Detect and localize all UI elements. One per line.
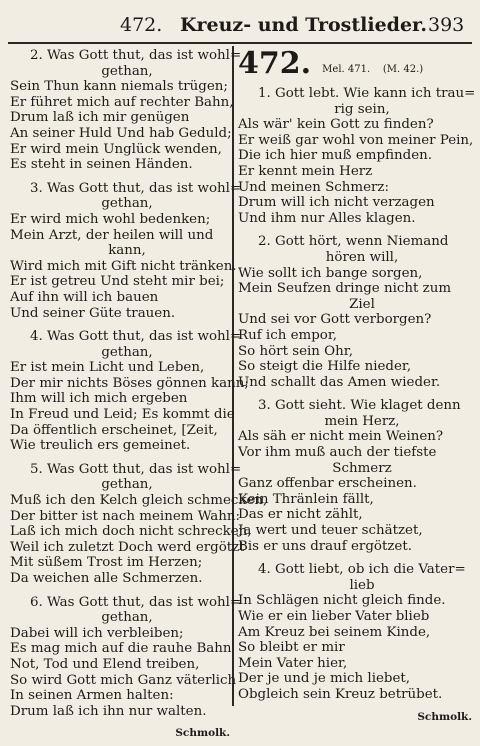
verse-line: 6. Was Gott thut, das ist wohl= bbox=[30, 594, 242, 610]
verse-line: lieb bbox=[349, 577, 375, 593]
verse-line: Drum laß ich ihn nur walten. bbox=[10, 703, 207, 719]
verse-line: 4. Was Gott thut, das ist wohl= bbox=[30, 329, 242, 345]
verse-line: Ganz offenbar erscheinen. bbox=[238, 476, 417, 492]
stanza bbox=[238, 234, 472, 390]
header-hymn-number: 472. bbox=[120, 14, 163, 36]
verse-line: Mein Arzt, der heilen will und bbox=[10, 227, 214, 243]
verse-line: 2. Gott hört, wenn Niemand bbox=[258, 234, 449, 250]
verse-line: Wird mich mit Gift nicht tränken. bbox=[10, 258, 237, 274]
melody-label: Mel. 471. bbox=[322, 64, 371, 75]
verse-line: 4. Gott liebt, ob ich die Vater= bbox=[258, 562, 466, 578]
verse-line: So bleibt er mir bbox=[238, 640, 345, 656]
verse-line: 5. Was Gott thut, das ist wohl= bbox=[30, 461, 242, 477]
verse-line: gethan, bbox=[101, 344, 153, 360]
verse-line: Er kennt mein Herz bbox=[238, 163, 373, 179]
verse-line: Als säh er nicht mein Weinen? bbox=[238, 429, 444, 445]
verse-line: Drum laß ich mir genügen bbox=[10, 110, 190, 126]
verse-line: Weil ich zuletzt Doch werd ergötzt bbox=[10, 539, 245, 555]
verse-line: gethan, bbox=[101, 610, 153, 626]
stanza bbox=[238, 562, 472, 702]
stanza bbox=[10, 48, 242, 173]
verse-line: Er wird mich wohl bedenken; bbox=[10, 211, 211, 227]
page-header bbox=[0, 0, 480, 40]
verse-line: In Freud und Leid; Es kommt die bbox=[10, 407, 235, 423]
verse-line: Ja wert und teuer schätzet, bbox=[238, 523, 423, 539]
verse-line: Ziel bbox=[349, 296, 375, 312]
stanza bbox=[10, 180, 242, 321]
verse-line: Mit süßem Trost im Herzen; bbox=[10, 555, 203, 571]
verse-line: 2. Was Gott thut, das ist wohl= bbox=[30, 48, 242, 63]
stanza bbox=[10, 329, 249, 454]
verse-line: Obgleich sein Kreuz betrübet. bbox=[238, 686, 443, 702]
hymn-heading bbox=[238, 48, 472, 84]
verse-line: Er ist getreu Und steht mir bei; bbox=[10, 274, 225, 290]
verse-line: Und sei vor Gott verborgen? bbox=[238, 312, 432, 328]
verse-line: Wie er ein lieber Vater blieb bbox=[238, 609, 430, 624]
verse-line: So hört sein Ohr, bbox=[238, 343, 353, 359]
verse-line: Es steht in seinen Händen. bbox=[10, 157, 193, 173]
verse-line: Wie sollt ich bange sorgen, bbox=[238, 265, 423, 281]
verse-line: In Schlägen nicht gleich finde. bbox=[238, 593, 446, 609]
stanza-list bbox=[238, 86, 476, 723]
page-number: 393 bbox=[428, 14, 465, 36]
verse-line: Bis er uns drauf ergötzet. bbox=[238, 538, 412, 554]
verse-line: Er wird mein Unglück wenden, bbox=[10, 141, 222, 157]
verse-line: Die ich hier muß empfinden. bbox=[238, 148, 433, 164]
verse-line: In seinen Armen halten: bbox=[10, 688, 174, 704]
verse-line: So wird Gott mich Ganz väterlich bbox=[10, 672, 237, 688]
hymn-number: 472. bbox=[238, 46, 312, 81]
verse-line: Ihm will ich mich ergeben bbox=[10, 391, 188, 407]
verse-line: Als wär' kein Gott zu finden? bbox=[238, 117, 434, 133]
verse-line: Und seiner Güte trauen. bbox=[10, 305, 176, 321]
verse-line: Es mag mich auf die rauhe Bahn bbox=[10, 641, 232, 657]
verse-line: gethan, bbox=[101, 196, 153, 212]
verse-line: hören will, bbox=[325, 249, 399, 265]
verse-line: Auf ihn will ich bauen bbox=[10, 289, 159, 305]
verse-line: 3. Was Gott thut, das ist wohl= bbox=[30, 180, 242, 196]
verse-line: Drum will ich nicht verzagen bbox=[238, 195, 435, 211]
verse-line: 3. Gott sieht. Wie klaget denn bbox=[258, 398, 461, 414]
verse-line: Laß ich mich doch nicht schrecken, bbox=[10, 524, 252, 540]
verse-line: Mein Vater hier, bbox=[238, 655, 348, 671]
verse-line: gethan, bbox=[101, 477, 153, 493]
verse-line: gethan, bbox=[101, 63, 153, 79]
stanza bbox=[238, 86, 476, 226]
verse-line: So steigt die Hilfe nieder, bbox=[238, 359, 412, 375]
header-title: Kreuz- und Trostlieder. bbox=[180, 14, 427, 36]
header-rule bbox=[8, 42, 472, 44]
verse-line: Dabei will ich verbleiben; bbox=[10, 625, 184, 641]
verse-line: Wie treulich ers gemeinet. bbox=[10, 438, 191, 454]
verse-line: Mein Seufzen dringe nicht zum bbox=[238, 281, 452, 297]
verse-line: Muß ich den Kelch gleich schmecken, bbox=[10, 493, 268, 509]
verse-line: Kein Thränlein fällt, bbox=[238, 491, 374, 507]
verse-line: Der mir nichts Böses gönnen kann; bbox=[10, 375, 249, 391]
left-column bbox=[10, 48, 268, 740]
author-signature: Schmolk. bbox=[175, 727, 230, 740]
verse-line: Ruf ich empor, bbox=[238, 327, 338, 343]
right-column bbox=[238, 46, 476, 723]
verse-line: Da weichen alle Schmerzen. bbox=[10, 571, 203, 586]
melody-reference bbox=[322, 60, 423, 80]
verse-line: Das er nicht zählt, bbox=[238, 507, 363, 523]
verse-line: Er ist mein Licht und Leben, bbox=[10, 360, 205, 376]
verse-line: Und meinen Schmerz: bbox=[238, 179, 389, 195]
stanza bbox=[238, 398, 472, 554]
verse-line: Sein Thun kann niemals trügen; bbox=[10, 79, 228, 95]
verse-line: kann, bbox=[108, 243, 146, 259]
verse-line: Schmerz bbox=[332, 460, 392, 476]
verse-line: Und ihm nur Alles klagen. bbox=[238, 210, 416, 226]
verse-line: Er weiß gar wohl von meiner Pein, bbox=[238, 132, 474, 148]
verse-line: An seiner Huld Und hab Geduld; bbox=[10, 125, 232, 141]
verse-line: Und schallt das Amen wieder. bbox=[238, 374, 441, 390]
verse-line: Er führet mich auf rechter Bahn, bbox=[10, 94, 234, 110]
verse-line: Der je und je mich liebet, bbox=[238, 671, 411, 687]
verse-line: Vor ihm muß auch der tiefste bbox=[238, 445, 437, 461]
author-signature: Schmolk. bbox=[417, 710, 472, 723]
verse-line: mein Herz, bbox=[324, 413, 400, 429]
verse-line: Not, Tod und Elend treiben, bbox=[10, 656, 200, 672]
stanza bbox=[10, 594, 242, 720]
verse-line: Der bitter ist nach meinem Wahn: bbox=[10, 508, 241, 524]
stanza bbox=[10, 461, 268, 587]
verse-line: Da öffentlich erscheinet, [Zeit, bbox=[10, 422, 218, 438]
verse-line: 1. Gott lebt. Wie kann ich trau= bbox=[258, 86, 476, 101]
melody-number: (M. 42.) bbox=[382, 64, 424, 75]
verse-line: Am Kreuz bei seinem Kinde, bbox=[238, 624, 431, 640]
verse-line: rig sein, bbox=[334, 101, 390, 117]
